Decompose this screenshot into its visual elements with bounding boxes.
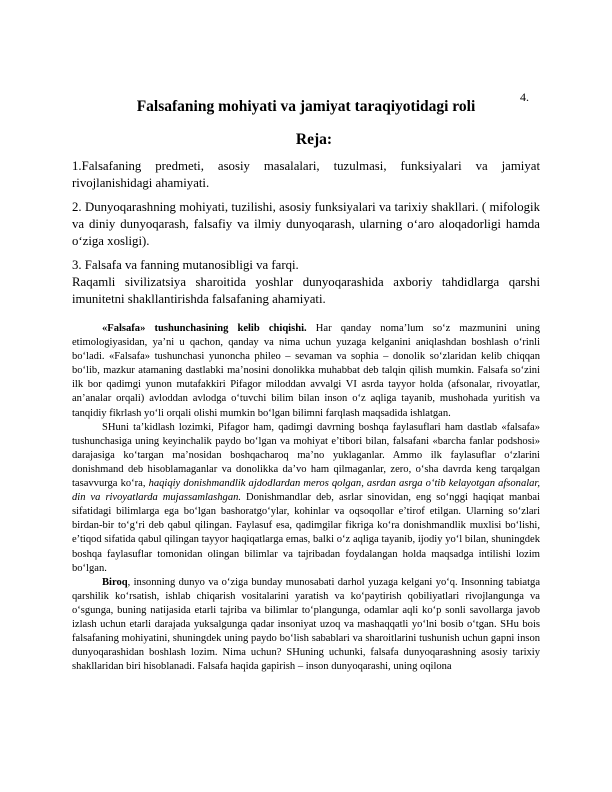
plan-list: [72, 158, 540, 315]
paragraph-3-text: , insonning dunyo va o‘ziga bunday munosabati darhol yuzaga kelgani yo‘q. Insonning tabiatga qarshilik ko‘rsatish, ishlab chiqarish vositalarini yaratish va ko‘paytirish qobiliyatlari rivojlangunga va o‘sgunga, buning natijasida etarli tajriba va bilimlar to‘plangunga, odamlar aqli ko‘p sonli savollarga javob izlash uchun etarli darajada yuksalgunga qadar insoniyat uzoq va mashaqqatli yo‘lni bosib o‘tgan. SHu bois falsafaning mohiyatini, shuningdek uning paydo bo‘lish sabablari va sharoitlarini tushunish uchun gapni inson dunyoqarashidan boshlash lozim. Nima uchun? SHuning uchunki, falsafa dunyoqarashning asosiy tarixiy shakllaridan biri hisoblanadi. Falsafa haqida gapirish – inson dunyoqarashi, uning oqilona: [72, 576, 540, 673]
plan-item-3: 3. Falsafa va fanning mutanosibligi va farqi.: [72, 258, 299, 272]
plan-heading-text: Reja:: [295, 131, 333, 148]
document-title: Falsafaning mohiyati va jamiyat taraqiyotidagi roli: [136, 98, 476, 115]
paragraph-2-text-a: SHuni ta’kidlash lozimki, Pifagor ham, qadimgi davrning boshqa faylasuflari ham dastlab «falsafa» tushunchasiga uning keyinchalik paydo bo‘lgan va mohiyat e’tibori bilan, falsafani «barcha fanlar podshosi» darajasiga ko‘targan ma’nosidan boshqacharoq ma’no yuklaganlar. Ammo ilk faylasuflar o‘zlarini donishmand deb hisoblamaganlar va donolikka da’vo ham qilmaganlar, zero, o‘sha davrda keng tarqalgan tasavvurga ko‘ra,: [72, 421, 540, 490]
plan-item-2: 2. Dunyoqarashning mohiyati, tuzilishi, asosiy funksiyalari va tarixiy shakllari. ( mifologik va diniy dunyoqarash, falsafiy va ilmiy dunyoqarash, ularning o‘aro aloqadorligi hamda o‘ziga xosligi).: [72, 200, 540, 248]
paragraph-1: [72, 322, 540, 421]
page-number: 4.: [520, 90, 529, 104]
plan-item-4: Raqamli sivilizatsiya sharoitida yoshlar dunyoqarashida axboriy tahdidlarga qarshi imunitetni shakllantirishda falsafaning ahamiyati.: [72, 275, 540, 306]
body-text: [72, 322, 540, 674]
plan-heading: [0, 131, 612, 149]
paragraph-1-text: Har qanday noma’lum so‘z mazmunini uning etimologiyasidan, ya’ni u qachon, qanday va nima uchun yuzaga kelganini aniqlashdan boshlash o‘rinli bo‘ladi. «Falsafa» tushunchasi yunoncha phileo – sevaman va sophia – donolik so‘zlaridan kelib chiqqan bo‘lib, mazkur atamaning dastlabki ma’nosini donolikka muhabbat deb talqin qilish mumkin. Falsafa so‘zini ilk bor qadimgi yunon mutafakkiri Pifagor miloddan avvalgi VI asrda tayyor holda (afsonalar, rivoyatlar, an’analar orqali) avloddan avlodga o‘tuvchi bilim bilan inson o‘z aqliga tayanib, mushohada yuritish va tanqidiy fikrlash yo‘li orqali olishi mumkin bo‘lgan bilimni farqlash maqsadida ishlatgan.: [72, 323, 540, 419]
paragraph-1-lead: «Falsafa» tushunchasining kelib chiqishi.: [102, 323, 307, 334]
paragraph-3: [72, 576, 540, 675]
paragraph-2-italic: haqiqiy donishmandlik ajdodlardan meros qolgan, asrdan asrga o‘tib kelayotgan afsonalar, din va rivoyatlarda mujassamlashgan.: [72, 478, 540, 504]
paragraph-3-lead: Biroq: [102, 576, 128, 588]
plan-item-1: 1.Falsafaning predmeti, asosiy masalalari, tuzulmasi, funksiyalari va jamiyat rivojlanishidagi ahamiyati.: [72, 159, 540, 190]
paragraph-2-text-b: Donishmandlar deb, asrlar sinovidan, eng so‘nggi haqiqat manbai sifatidagi bilimlarga ega bo‘lgan bashoratgo‘ylar, kohinlar va oqsoqollar e’tirof etilgan. Ularning so‘zlari birdan-bir to‘g‘ri deb qabul qilingan. Faylasuf esa, qadimgilar fikriga ko‘ra donishmandlik muxlisi bo‘lishi, e’tiqod sifatida qabul qilingan tayyor haqiqatlarga emas, balki o‘z aqliga tayanib, ijodiy yo‘l bilan, shuningdek boshqa faylasuflar tomonidan olingan bilimlar va tajribadan foydalangan holda maqsadga intilishi lozim bo‘lgan.: [72, 492, 540, 574]
paragraph-2: [72, 421, 540, 576]
